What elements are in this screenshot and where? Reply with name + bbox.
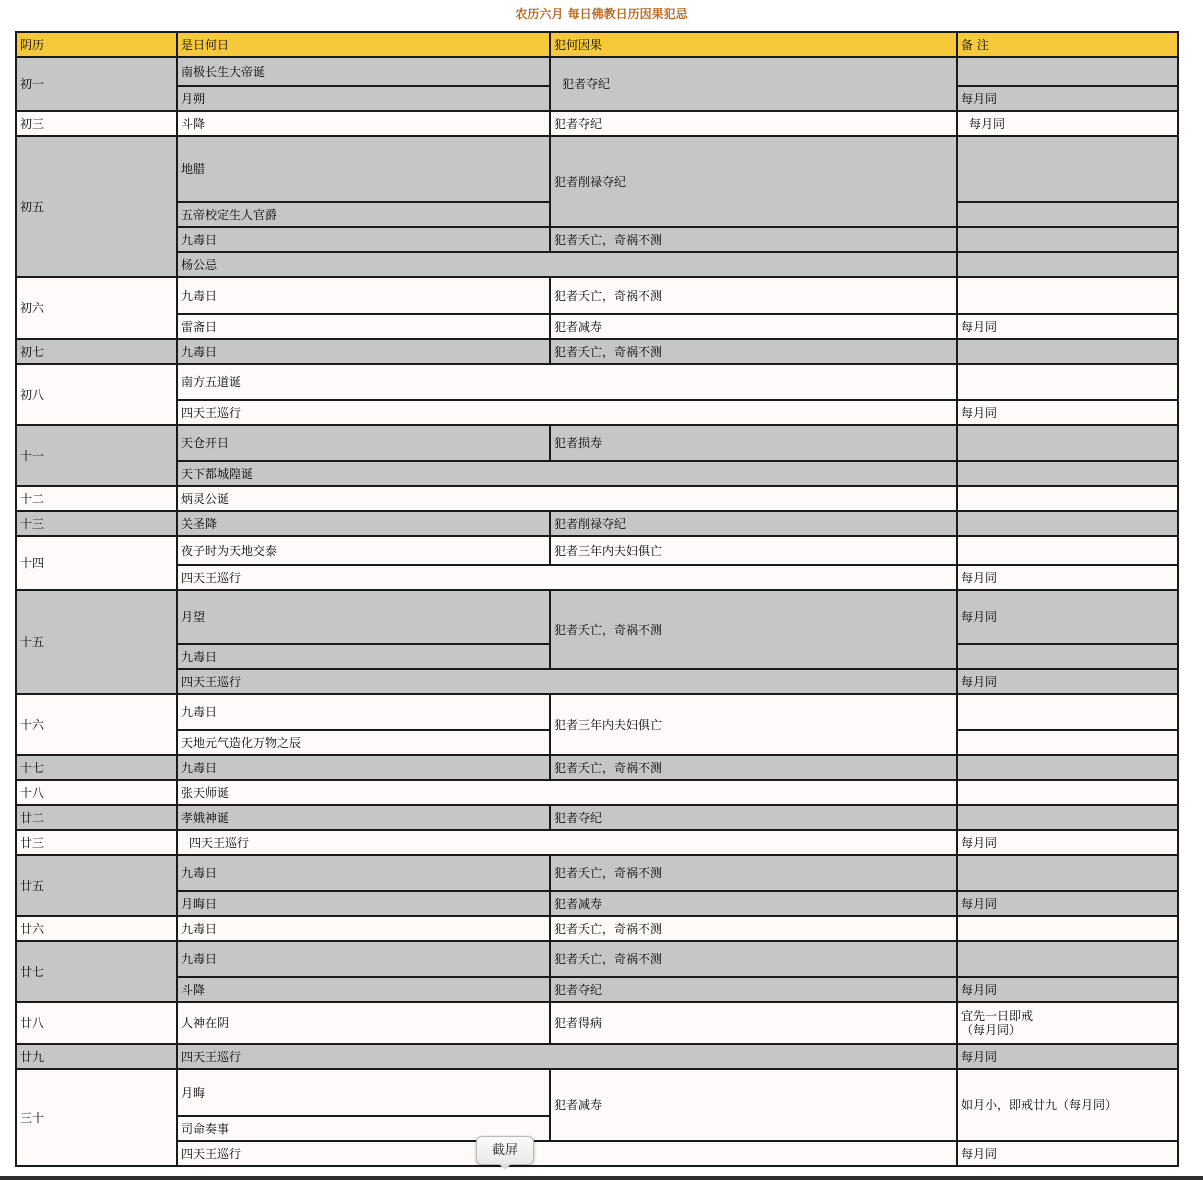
note-cell: 每月同 — [957, 1044, 1178, 1069]
day-cell: 十二 — [16, 486, 177, 511]
table-row — [16, 805, 1178, 830]
table-row — [16, 400, 1178, 425]
consequence-cell: 犯者减寿 — [550, 314, 957, 339]
note-cell: 如月小，即戒廿九（每月同） — [957, 1069, 1178, 1141]
day-cell: 廿九 — [16, 1044, 177, 1069]
consequence-cell: 犯者三年内夫妇俱亡 — [550, 694, 957, 755]
table-row — [16, 486, 1178, 511]
header-note: 备 注 — [957, 32, 1178, 57]
event-cell: 地腊 — [177, 136, 550, 202]
note-cell — [957, 805, 1178, 830]
note-cell — [957, 536, 1178, 565]
window-bottom-edge — [0, 1176, 1203, 1180]
day-cell: 初三 — [16, 111, 177, 136]
table-row — [16, 461, 1178, 486]
event-cell: 司命奏事 — [177, 1116, 550, 1141]
note-cell: 每月同 — [957, 891, 1178, 916]
consequence-cell: 犯者夭亡，奇祸不测 — [550, 916, 957, 941]
event-cell: 天地元气造化万物之辰 — [177, 730, 550, 755]
note-cell — [957, 694, 1178, 730]
event-cell: 月晦 — [177, 1069, 550, 1116]
day-cell: 十六 — [16, 694, 177, 755]
event-cell: 四天王巡行 — [177, 400, 957, 425]
consequence-cell: 犯者夺纪 — [550, 111, 957, 136]
table-row — [16, 891, 1178, 916]
day-cell: 十三 — [16, 511, 177, 536]
note-cell: 每月同 — [957, 1141, 1178, 1166]
event-cell: 月望 — [177, 590, 550, 644]
day-cell: 廿五 — [16, 855, 177, 916]
note-cell — [957, 941, 1178, 977]
event-cell: 九毒日 — [177, 916, 550, 941]
screenshot-button[interactable]: 截屏 — [476, 1136, 534, 1165]
note-cell — [957, 855, 1178, 891]
event-cell: 雷斋日 — [177, 314, 550, 339]
consequence-cell: 犯者三年内夫妇俱亡 — [550, 536, 957, 565]
consequence-cell: 犯者减寿 — [550, 1069, 957, 1141]
event-cell: 四天王巡行 — [177, 1141, 957, 1166]
note-cell — [957, 755, 1178, 780]
event-cell: 九毒日 — [177, 855, 550, 891]
note-cell — [957, 916, 1178, 941]
event-cell: 南方五道诞 — [177, 364, 957, 400]
consequence-cell: 犯者夭亡，奇祸不测 — [550, 339, 957, 364]
table-row — [16, 339, 1178, 364]
table-row — [16, 111, 1178, 136]
note-cell: 每月同 — [957, 111, 1178, 136]
note-cell — [957, 730, 1178, 755]
day-cell: 廿二 — [16, 805, 177, 830]
note-cell — [957, 780, 1178, 805]
consequence-cell: 犯者夺纪 — [550, 57, 957, 111]
day-cell: 初六 — [16, 277, 177, 339]
event-cell: 斗降 — [177, 111, 550, 136]
table-row — [16, 136, 1178, 202]
header-consequence: 犯何因果 — [550, 32, 957, 57]
day-cell: 十四 — [16, 536, 177, 590]
table-row — [16, 830, 1178, 855]
table-row — [16, 941, 1178, 977]
event-cell: 月朔 — [177, 86, 550, 111]
note-cell — [957, 461, 1178, 486]
table-row — [16, 425, 1178, 461]
day-cell: 十五 — [16, 590, 177, 694]
table-row — [16, 1044, 1178, 1069]
event-cell: 九毒日 — [177, 941, 550, 977]
table-row — [16, 536, 1178, 565]
consequence-cell: 犯者减寿 — [550, 891, 957, 916]
day-cell: 十七 — [16, 755, 177, 780]
day-cell: 十八 — [16, 780, 177, 805]
header-event: 是日何日 — [177, 32, 550, 57]
table-row — [16, 694, 1178, 730]
page-title: 农历六月 每日佛教日历因果犯忌 — [515, 7, 688, 21]
note-cell: 每月同 — [957, 565, 1178, 590]
note-line: 宜先一日即戒 — [961, 1009, 1034, 1023]
consequence-cell: 犯者夺纪 — [550, 977, 957, 1002]
day-cell: 十一 — [16, 425, 177, 486]
note-cell — [957, 1002, 1178, 1044]
note-cell — [957, 202, 1178, 227]
note-cell: 每月同 — [957, 977, 1178, 1002]
consequence-cell: 犯者夭亡，奇祸不测 — [550, 277, 957, 314]
event-cell: 杨公忌 — [177, 252, 957, 277]
table-row — [16, 364, 1178, 400]
event-cell: 九毒日 — [177, 644, 550, 669]
table-row — [16, 1141, 1178, 1166]
table-row — [16, 755, 1178, 780]
event-cell: 五帝校定生人官爵 — [177, 202, 550, 227]
table-row — [16, 590, 1178, 644]
event-cell: 九毒日 — [177, 755, 550, 780]
note-cell: 每月同 — [957, 400, 1178, 425]
consequence-cell: 犯者夺纪 — [550, 805, 957, 830]
note-line: （每月同） — [961, 1023, 1022, 1037]
event-cell: 孝娥神诞 — [177, 805, 550, 830]
note-cell — [957, 339, 1178, 364]
event-cell: 炳灵公诞 — [177, 486, 957, 511]
event-cell: 天下都城隍诞 — [177, 461, 957, 486]
event-cell: 夜子时为天地交泰 — [177, 536, 550, 565]
event-cell: 九毒日 — [177, 277, 550, 314]
note-cell — [957, 136, 1178, 202]
event-cell: 九毒日 — [177, 227, 550, 252]
day-cell: 廿七 — [16, 941, 177, 1002]
table-row — [16, 669, 1178, 694]
consequence-cell: 犯者夭亡，奇祸不测 — [550, 941, 957, 977]
note-cell — [957, 644, 1178, 669]
event-cell: 月晦日 — [177, 891, 550, 916]
table-row — [16, 277, 1178, 314]
day-cell: 廿三 — [16, 830, 177, 855]
note-cell: 每月同 — [957, 669, 1178, 694]
table-row — [16, 511, 1178, 536]
note-cell — [957, 425, 1178, 461]
consequence-cell: 犯者得病 — [550, 1002, 957, 1044]
day-cell: 廿六 — [16, 916, 177, 941]
note-cell: 每月同 — [957, 830, 1178, 855]
consequence-cell: 犯者夭亡，奇祸不测 — [550, 227, 957, 252]
consequence-cell: 犯者夭亡，奇祸不测 — [550, 855, 957, 891]
note-cell — [957, 511, 1178, 536]
day-cell: 初一 — [16, 57, 177, 111]
event-cell: 四天王巡行 — [177, 830, 957, 855]
table-row — [16, 1002, 1178, 1044]
note-cell — [957, 57, 1178, 86]
consequence-cell: 犯者损寿 — [550, 425, 957, 461]
table-row — [16, 977, 1178, 1002]
table-row — [16, 1069, 1178, 1116]
event-cell: 天仓开日 — [177, 425, 550, 461]
consequence-cell: 犯者夭亡，奇祸不测 — [550, 590, 957, 669]
note-cell — [957, 277, 1178, 314]
note-cell — [957, 364, 1178, 400]
table-row — [16, 565, 1178, 590]
event-cell: 四天王巡行 — [177, 565, 957, 590]
header-lunar-day: 阴历 — [16, 32, 177, 57]
table-row — [16, 916, 1178, 941]
event-cell: 人神在阴 — [177, 1002, 550, 1044]
note-cell: 每月同 — [957, 590, 1178, 644]
consequence-cell: 犯者削禄夺纪 — [550, 511, 957, 536]
table-row — [16, 227, 1178, 252]
note-cell: 每月同 — [957, 86, 1178, 111]
table-row — [16, 855, 1178, 891]
event-cell: 斗降 — [177, 977, 550, 1002]
table-row — [16, 780, 1178, 805]
event-cell: 九毒日 — [177, 694, 550, 730]
table-row — [16, 314, 1178, 339]
header-row — [16, 32, 1178, 57]
note-cell — [957, 252, 1178, 277]
table-row — [16, 252, 1178, 277]
consequence-cell: 犯者夭亡，奇祸不测 — [550, 755, 957, 780]
day-cell: 初七 — [16, 339, 177, 364]
day-cell: 初五 — [16, 136, 177, 277]
event-cell: 九毒日 — [177, 339, 550, 364]
event-cell: 关圣降 — [177, 511, 550, 536]
event-cell: 张天师诞 — [177, 780, 957, 805]
day-cell: 廿八 — [16, 1002, 177, 1044]
consequence-cell: 犯者削禄夺纪 — [550, 136, 957, 227]
event-cell: 四天王巡行 — [177, 1044, 957, 1069]
day-cell: 初八 — [16, 364, 177, 425]
calendar-table — [15, 31, 1179, 1167]
day-cell: 三十 — [16, 1069, 177, 1166]
note-cell — [957, 227, 1178, 252]
note-cell — [957, 486, 1178, 511]
event-cell: 四天王巡行 — [177, 669, 957, 694]
note-cell: 每月同 — [957, 314, 1178, 339]
event-cell: 南极长生大帝诞 — [177, 57, 550, 86]
table-row — [16, 57, 1178, 86]
